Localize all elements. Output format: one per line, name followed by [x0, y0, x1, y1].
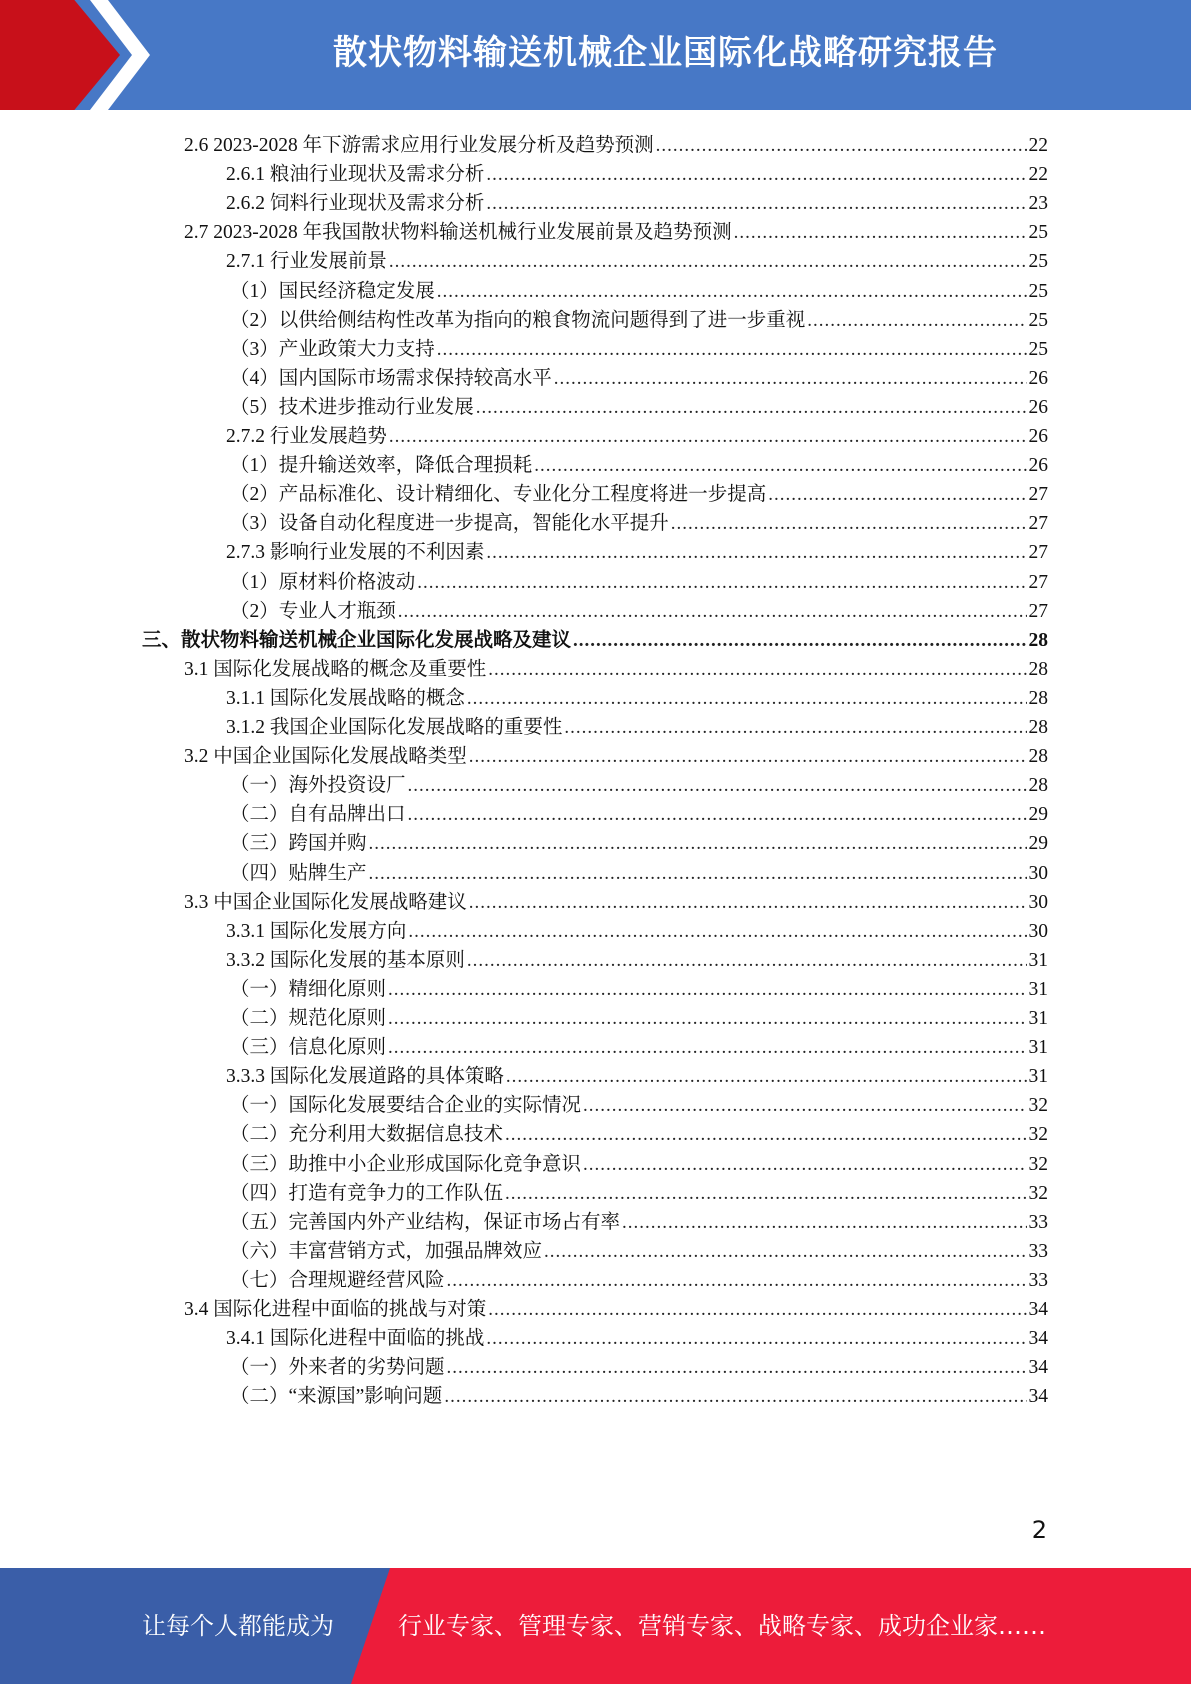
toc-entry-title: （2）以供给侧结构性改革为指向的粮食物流问题得到了进一步重视 [230, 309, 806, 331]
toc-dot-leader [583, 1090, 1026, 1121]
toc-entry-title: （1）国民经济稳定发展 [230, 280, 435, 302]
toc-entry[interactable] [230, 770, 1048, 801]
toc-dot-leader [408, 799, 1027, 830]
toc-dot-leader [734, 217, 1027, 248]
toc-entry-title: （三）助推中小企业形成国际化竞争意识 [230, 1153, 582, 1175]
toc-dot-leader [437, 276, 1027, 307]
toc-entry-title: （5）技术进步推动行业发展 [230, 396, 474, 418]
toc-entry-page: 26 [1028, 426, 1048, 447]
toc-entry-page: 31 [1028, 978, 1048, 1000]
toc-dot-leader [408, 770, 1027, 801]
toc-entry-page: 32 [1028, 1095, 1048, 1117]
toc-entry-page: 22 [1028, 135, 1048, 156]
toc-entry-page: 28 [1028, 658, 1048, 680]
toc-entry-page: 26 [1028, 396, 1048, 418]
toc-dot-leader [437, 334, 1027, 365]
toc-entry-title: 3.1 国际化发展战略的概念及重要性 [184, 658, 487, 680]
toc-entry[interactable] [230, 479, 1048, 510]
toc-entry[interactable] [230, 334, 1048, 365]
toc-entry-title: 3.3 中国企业国际化发展战略建议 [184, 891, 467, 913]
toc-dot-leader [505, 1178, 1026, 1209]
toc-dot-leader [408, 916, 1026, 947]
toc-entry[interactable] [184, 741, 1048, 772]
toc-entry[interactable] [230, 508, 1048, 539]
toc-entry-page: 31 [1028, 1037, 1048, 1059]
toc-entry[interactable] [230, 1265, 1048, 1296]
footer-banner [0, 1568, 1191, 1684]
toc-entry-page: 27 [1028, 484, 1048, 506]
page-number: 2 [1031, 1516, 1047, 1544]
toc-dot-leader [506, 1061, 1027, 1092]
toc-entry-title: （四）贴牌生产 [230, 862, 367, 884]
footer-slogan-right: 行业专家、管理专家、营销专家、战略专家、成功企业家…… [398, 1612, 1046, 1640]
toc-entry-page: 30 [1028, 891, 1048, 913]
toc-dot-leader [505, 1119, 1026, 1150]
toc-dot-leader [476, 392, 1027, 423]
toc-entry-title: （2）产品标准化、设计精细化、专业化分工程度将进一步提高 [230, 484, 767, 506]
toc-entry-title: 2.7 2023-2028 年我国散状物料输送机械行业发展前景及趋势预测 [184, 222, 732, 244]
toc-entry-page: 27 [1028, 571, 1048, 593]
toc-entry-page: 29 [1028, 804, 1048, 826]
toc-dot-leader [768, 479, 1026, 510]
toc-dot-leader [564, 712, 1026, 743]
toc-entry[interactable] [184, 217, 1048, 248]
toc-entry-page: 32 [1028, 1124, 1048, 1146]
toc-entry-page: 25 [1028, 251, 1048, 273]
toc-entry-title: （二）“来源国”影响问题 [230, 1386, 443, 1408]
toc-entry-title: 3.1.2 我国企业国际化发展战略的重要性 [226, 717, 563, 738]
toc-entry-page: 34 [1028, 1357, 1048, 1379]
toc-dot-leader [671, 508, 1027, 539]
toc-entry-title: 三、散状物料输送机械企业国际化发展战略及建议 [142, 629, 572, 651]
toc-entry[interactable] [230, 828, 1048, 859]
toc-entry[interactable] [230, 392, 1048, 423]
toc-entry-title: 2.7.3 影响行业发展的不利因素 [226, 542, 485, 564]
toc-entry[interactable] [226, 246, 1048, 277]
toc-entry-title: （一）精细化原则 [230, 978, 387, 1000]
toc-dot-leader [467, 683, 1027, 714]
toc-entry-page: 28 [1028, 775, 1048, 797]
toc-entry[interactable] [226, 1323, 1048, 1354]
toc-entry[interactable] [230, 450, 1048, 481]
toc-dot-leader [467, 945, 1027, 976]
toc-entry-title: （一）外来者的劣势问题 [230, 1357, 445, 1379]
toc-entry-page: 23 [1028, 193, 1048, 215]
toc-dot-leader [583, 1149, 1026, 1180]
toc-dot-leader [488, 1294, 1026, 1325]
toc-dot-leader [447, 1265, 1027, 1296]
report-title: 散状物料输送机械企业国际化战略研究报告 [333, 33, 998, 73]
toc-entry[interactable] [226, 537, 1048, 568]
toc-entry-title: （2）专业人才瓶颈 [230, 600, 396, 622]
toc-entry[interactable] [230, 276, 1048, 307]
toc-entry-page: 33 [1028, 1211, 1048, 1233]
toc-entry-page: 28 [1028, 687, 1048, 709]
toc-entry-page: 27 [1028, 600, 1048, 622]
toc-entry-page: 33 [1028, 1240, 1048, 1262]
toc-dot-leader [369, 828, 1027, 859]
header-banner [0, 0, 1191, 110]
toc-entry-page: 25 [1028, 222, 1048, 244]
toc-dot-leader [656, 130, 1027, 161]
toc-entry[interactable] [230, 1119, 1048, 1150]
toc-entry-page: 32 [1028, 1182, 1048, 1204]
toc-entry[interactable] [184, 654, 1048, 685]
toc-dot-leader [469, 741, 1027, 772]
toc-entry-page: 29 [1028, 833, 1048, 855]
toc-entry-title: （1）提升输送效率，降低合理损耗 [230, 455, 533, 477]
toc-dot-leader [444, 1381, 1026, 1412]
toc-entry[interactable] [226, 1061, 1048, 1092]
toc-entry[interactable] [142, 625, 1048, 656]
toc-entry-title: （三）跨国并购 [230, 833, 367, 855]
toc-entry-page: 31 [1028, 1066, 1048, 1088]
toc-entry-title: 3.1.1 国际化发展战略的概念 [226, 687, 465, 709]
toc-entry-title: 3.3.3 国际化发展道路的具体策略 [226, 1066, 504, 1088]
toc-entry-page: 25 [1028, 309, 1048, 331]
toc-entry-title: 3.2 中国企业国际化发展战略类型 [184, 746, 467, 768]
toc-entry[interactable] [226, 159, 1048, 190]
toc-dot-leader [388, 974, 1026, 1005]
toc-entry-title: 3.4 国际化进程中面临的挑战与对策 [184, 1299, 487, 1320]
toc-entry-title: 3.3.1 国际化发展方向 [226, 920, 407, 942]
toc-entry[interactable] [226, 916, 1048, 947]
toc-entry-page: 34 [1028, 1386, 1048, 1408]
toc-dot-leader [369, 858, 1027, 889]
toc-entry[interactable] [230, 858, 1048, 889]
toc-entry-page: 27 [1028, 542, 1048, 564]
toc-dot-leader [388, 1032, 1026, 1063]
toc-dot-leader [573, 625, 1026, 656]
toc-entry[interactable] [230, 1090, 1048, 1121]
toc-entry-title: （1）原材料价格波动 [230, 571, 416, 593]
toc-entry-page: 22 [1028, 164, 1048, 186]
toc-entry-page: 28 [1028, 717, 1048, 738]
toc-entry[interactable] [230, 974, 1048, 1005]
toc-entry[interactable] [230, 1381, 1048, 1412]
toc-entry-page: 31 [1028, 1008, 1048, 1029]
toc-entry[interactable] [226, 188, 1048, 219]
toc-entry[interactable] [230, 596, 1048, 627]
toc-entry[interactable] [226, 712, 1048, 743]
toc-entry-title: 2.6.1 粮油行业现状及需求分析 [226, 164, 485, 186]
toc-entry-page: 25 [1028, 338, 1048, 360]
toc-entry-page: 30 [1028, 920, 1048, 942]
toc-entry-title: （3）产业政策大力支持 [230, 338, 435, 360]
toc-entry[interactable] [184, 1294, 1048, 1325]
toc-entry-title: 2.6.2 饲料行业现状及需求分析 [226, 193, 485, 215]
toc-entry-page: 33 [1028, 1269, 1048, 1291]
toc-dot-leader [389, 421, 1027, 452]
toc-entry[interactable] [184, 887, 1048, 918]
toc-dot-leader [486, 1323, 1026, 1354]
toc-entry-page: 34 [1028, 1299, 1048, 1320]
toc-entry-title: 3.3.2 国际化发展的基本原则 [226, 949, 465, 971]
toc-entry-title: （三）信息化原则 [230, 1037, 387, 1059]
toc-dot-leader [417, 567, 1026, 598]
toc-entry-title: 2.7.1 行业发展前景 [226, 251, 387, 273]
toc-entry-title: （五）完善国内外产业结构，保证市场占有率 [230, 1211, 621, 1233]
toc-entry-title: （七）合理规避经营风险 [230, 1269, 445, 1291]
toc-dot-leader [486, 159, 1026, 190]
toc-dot-leader [486, 188, 1026, 219]
toc-entry[interactable] [230, 1032, 1048, 1063]
header-red-arrow [0, 0, 120, 110]
toc-dot-leader [389, 246, 1027, 277]
toc-dot-leader [534, 450, 1026, 481]
toc-entry-title: （4）国内国际市场需求保持较高水平 [230, 367, 552, 389]
toc-entry-title: （二）充分利用大数据信息技术 [230, 1124, 504, 1146]
toc-dot-leader [622, 1207, 1026, 1238]
toc-entry[interactable] [230, 799, 1048, 830]
toc-entry[interactable] [184, 130, 1048, 161]
toc-entry-page: 32 [1028, 1153, 1048, 1175]
toc-dot-leader [469, 887, 1027, 918]
toc-dot-leader [544, 1236, 1026, 1267]
toc-entry-page: 27 [1028, 513, 1048, 535]
toc-entry[interactable] [226, 421, 1048, 452]
toc-entry-title: （二）自有品牌出口 [230, 804, 406, 826]
toc-dot-leader [488, 654, 1026, 685]
toc-entry-title: （四）打造有竞争力的工作队伍 [230, 1182, 504, 1204]
toc-entry-page: 28 [1028, 746, 1048, 768]
toc-entry-title: 2.7.2 行业发展趋势 [226, 426, 387, 447]
toc-entry[interactable] [230, 305, 1048, 336]
toc-entry-page: 28 [1028, 629, 1048, 651]
toc-entry-title: （一）海外投资设厂 [230, 775, 406, 797]
toc-entry[interactable] [226, 945, 1048, 976]
toc-entry[interactable] [230, 567, 1048, 598]
toc-entry[interactable] [230, 363, 1048, 394]
toc-entry-page: 25 [1028, 280, 1048, 302]
toc-entry-title: （二）规范化原则 [230, 1008, 387, 1029]
toc-entry-title: （六）丰富营销方式，加强品牌效应 [230, 1240, 543, 1262]
toc-dot-leader [447, 1352, 1027, 1383]
toc-entry-page: 30 [1028, 862, 1048, 884]
toc-entry-page: 34 [1028, 1328, 1048, 1350]
toc-entry-page: 31 [1028, 949, 1048, 971]
toc-entry[interactable] [230, 1207, 1048, 1238]
toc-dot-leader [486, 537, 1026, 568]
toc-dot-leader [807, 305, 1026, 336]
toc-entry[interactable] [226, 683, 1048, 714]
toc-entry-page: 26 [1028, 367, 1048, 389]
toc-entry[interactable] [230, 1178, 1048, 1209]
toc-dot-leader [398, 596, 1027, 627]
toc-dot-leader [554, 363, 1027, 394]
toc-entry[interactable] [230, 1003, 1048, 1034]
toc-entry-title: （一）国际化发展要结合企业的实际情况 [230, 1095, 582, 1117]
toc-entry-title: 2.6 2023-2028 年下游需求应用行业发展分析及趋势预测 [184, 135, 654, 156]
toc-entry[interactable] [230, 1149, 1048, 1180]
toc-entry[interactable] [230, 1352, 1048, 1383]
footer-slogan-left: 让每个人都能成为 [142, 1612, 334, 1640]
toc-dot-leader [388, 1003, 1026, 1034]
toc-entry-page: 26 [1028, 455, 1048, 477]
toc-entry-title: 3.4.1 国际化进程中面临的挑战 [226, 1328, 485, 1350]
toc-entry[interactable] [230, 1236, 1048, 1267]
toc-entry-title: （3）设备自动化程度进一步提高，智能化水平提升 [230, 513, 669, 535]
